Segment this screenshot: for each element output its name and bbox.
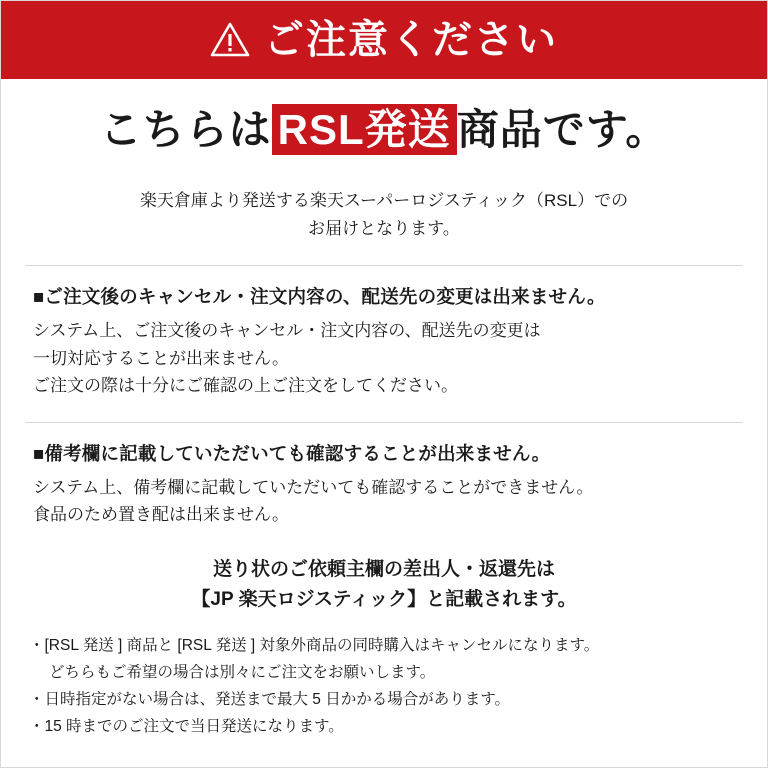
section-remarks [1,423,767,529]
intro-line-2: お届けとなります。 [308,219,460,239]
headline-suffix: 商品です。 [456,106,669,153]
section-line: システム上、備考欄に記載していただいても確認することができません。 [33,477,594,497]
section-line: 一切対応することが出来ません。 [33,348,290,368]
list-item: どちらもご希望の場合は別々にご注文をお願いします。 [49,663,436,681]
intro-paragraph [1,187,767,243]
section-body [33,317,735,400]
section-line: システム上、ご注文後のキャンセル・注文内容の、配送先の変更は [33,321,541,341]
headline-prefix: こちらは [99,106,272,153]
intro-line-1: 楽天倉庫より発送する楽天スーパーロジスティック（RSL）での [139,191,629,211]
warning-triangle-icon [210,22,250,58]
section-title: ■備考欄に記載していただいても確認することが出来ません。 [33,442,551,464]
list-item: ・15 時までのご注文で当日発送になります。 [29,717,344,735]
section-line: ご注文の際は十分にご確認の上ご注文をしてください。 [33,376,458,396]
headline-highlight: RSL発送 [272,104,457,155]
banner-title: ご注意ください [264,18,558,62]
section-body [33,474,735,529]
section-title: ■ご注文後のキャンセル・注文内容の、配送先の変更は出来ません。 [33,286,606,308]
notes-list [1,632,767,741]
sender-note [1,555,767,616]
section-cancellation [1,266,767,399]
sender-note-line-1: 送り状のご依頼主欄の差出人・返還先は [212,558,555,580]
page-title [1,105,767,155]
list-item: ・日時指定がない場合は、発送まで最大 5 日かかる場合があります。 [29,690,510,708]
sender-note-line-2: 【JP 楽天ロジスティック】と記載されます。 [191,589,577,611]
section-line: 食品のため置き配は出来ません。 [33,505,290,525]
list-item: ・[RSL 発送 ] 商品と [RSL 発送 ] 対象外商品の同時購入はキャンセルになります。 [29,636,600,654]
warning-banner [1,1,767,79]
